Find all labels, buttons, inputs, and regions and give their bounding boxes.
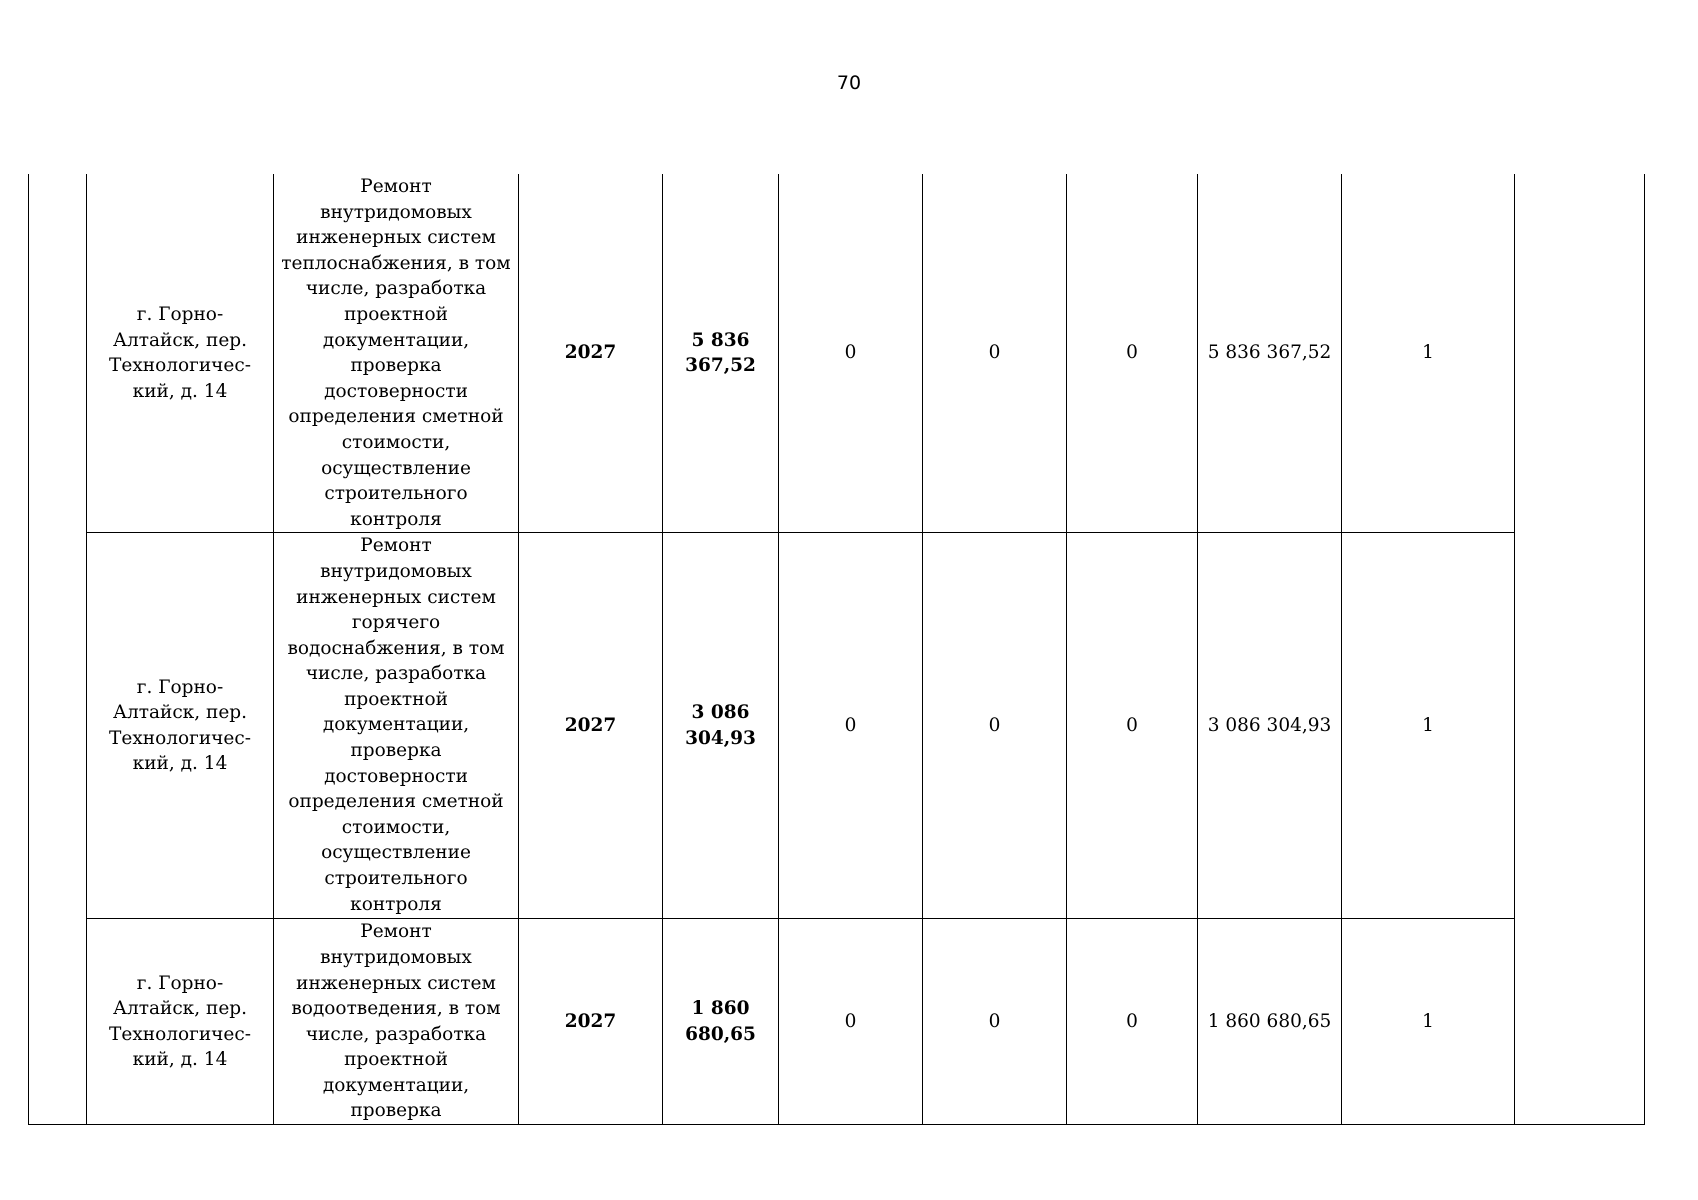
count-cell: 1 [1342,533,1515,919]
note-cell [1515,174,1645,1125]
funding-b-cell: 0 [923,174,1067,533]
page-number: 70 [836,72,862,94]
funding-a-cell: 0 [779,533,923,919]
funding-c-cell: 0 [1067,919,1198,1125]
funding-d-cell: 5 836 367,52 [1198,174,1342,533]
year-cell: 2027 [519,533,663,919]
table-row [29,533,1645,919]
address-cell: г. Горно- Алтайск, пер. Технологичес- кий, д. 14 [87,533,274,919]
funding-d-cell: 3 086 304,93 [1198,533,1342,919]
table-row [29,174,1645,533]
funding-b-cell: 0 [923,919,1067,1125]
funding-b-cell: 0 [923,533,1067,919]
funding-d-cell: 1 860 680,65 [1198,919,1342,1125]
works-table [28,174,1645,1125]
total-cost-cell: 5 836 367,52 [663,174,779,533]
total-cost-cell: 3 086 304,93 [663,533,779,919]
address-cell: г. Горно- Алтайск, пер. Технологичес- кий, д. 14 [87,919,274,1125]
funding-a-cell: 0 [779,174,923,533]
work-type-cell: Ремонт внутридомовых инженерных систем теплоснабжения, в том числе, разработка проектной документации, проверка достоверности определения сметной стоимости, осуществление строительного контроля [274,174,519,533]
work-type-cell: Ремонт внутридомовых инженерных систем водоотведения, в том числе, разработка проектной документации, проверка [274,919,519,1125]
funding-c-cell: 0 [1067,174,1198,533]
address-cell: г. Горно- Алтайск, пер. Технологичес- кий, д. 14 [87,174,274,533]
funding-a-cell: 0 [779,919,923,1125]
count-cell: 1 [1342,174,1515,533]
count-cell: 1 [1342,919,1515,1125]
funding-c-cell: 0 [1067,533,1198,919]
year-cell: 2027 [519,174,663,533]
year-cell: 2027 [519,919,663,1125]
work-type-cell: Ремонт внутридомовых инженерных систем горячего водоснабжения, в том числе, разработка проектной документации, проверка достоверности определения сметной стоимости, осуществление строительного контроля [274,533,519,919]
total-cost-cell: 1 860 680,65 [663,919,779,1125]
table-row [29,919,1645,1125]
number-cell [29,174,87,1125]
